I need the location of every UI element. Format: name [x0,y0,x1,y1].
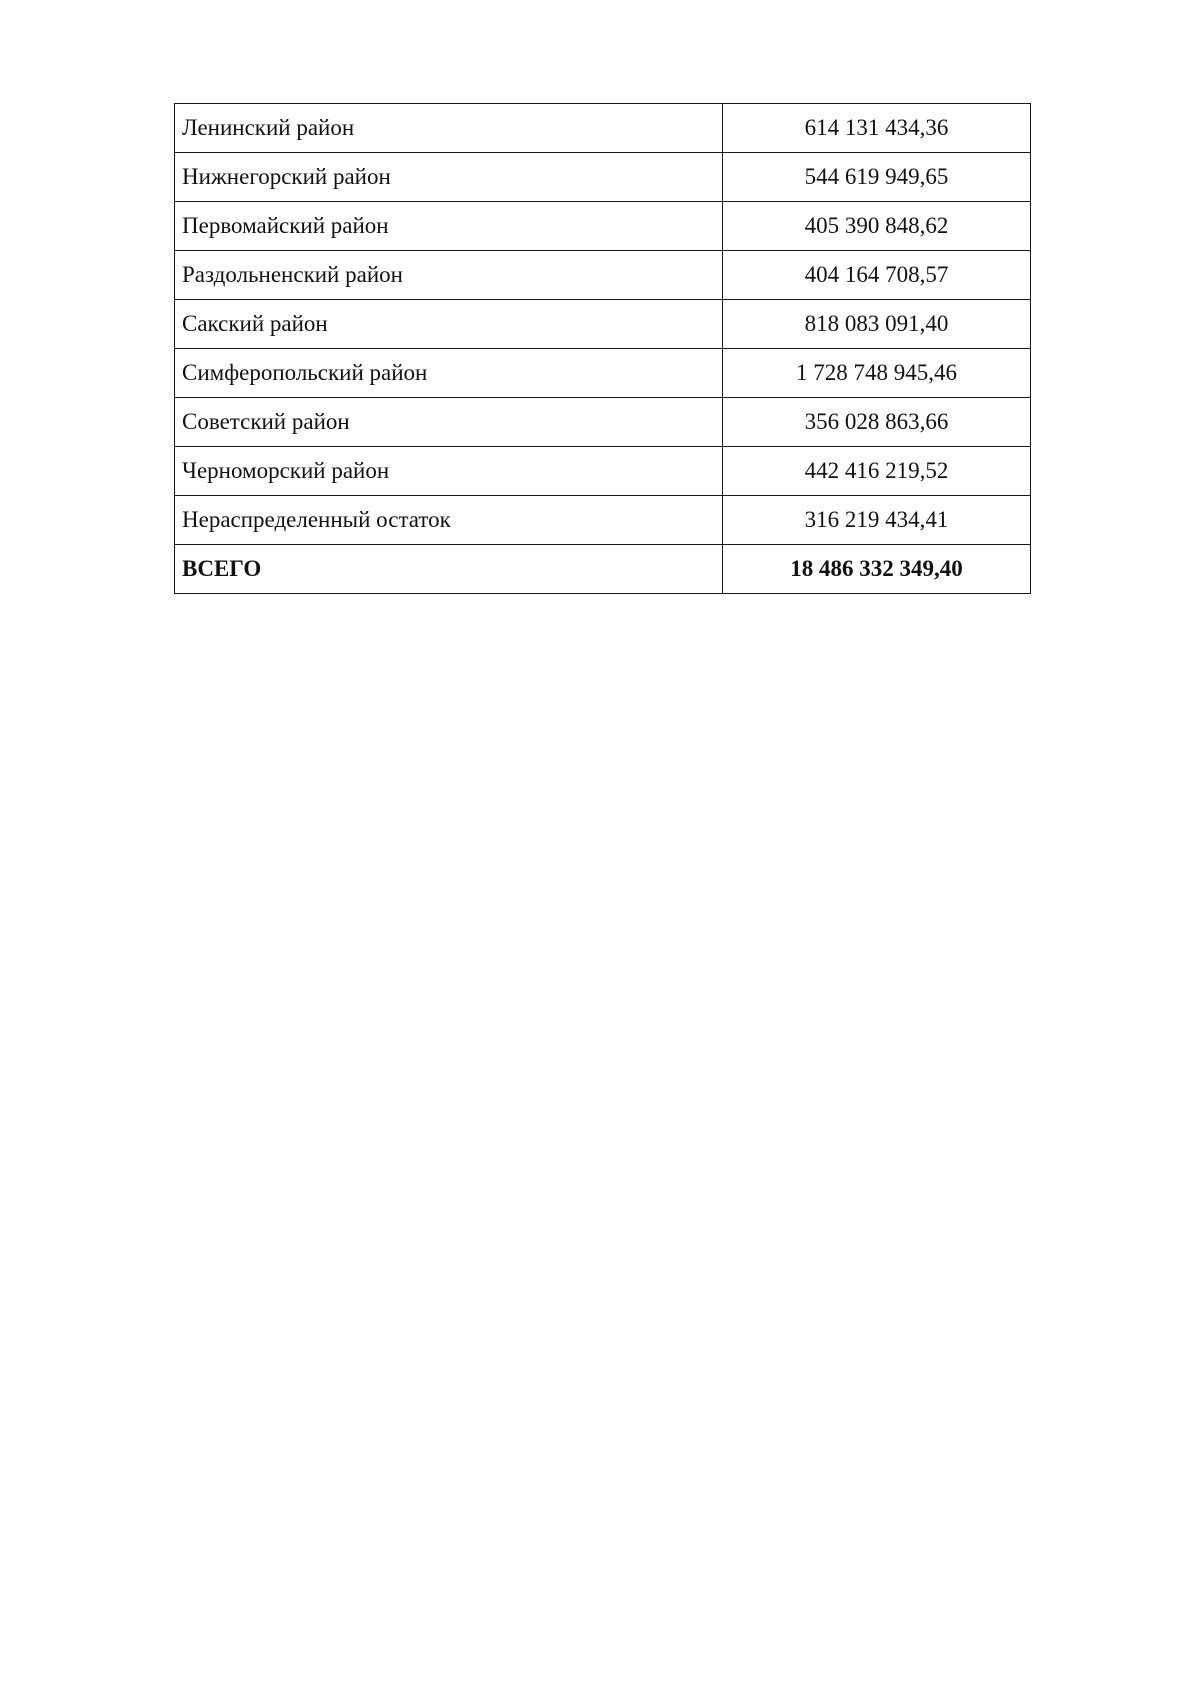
table-row [175,104,1031,153]
district-name: Ленинский район [175,104,723,153]
district-name: Симферопольский район [175,349,723,398]
district-name: Раздольненский район [175,251,723,300]
table-row [175,202,1031,251]
table-row [175,447,1031,496]
district-name: Черноморский район [175,447,723,496]
district-amount: 544 619 949,65 [723,153,1031,202]
district-amount: 442 416 219,52 [723,447,1031,496]
table-row [175,153,1031,202]
total-label: ВСЕГО [175,545,723,594]
table-row [175,251,1031,300]
district-name: Сакский район [175,300,723,349]
total-row [175,545,1031,594]
district-name: Нераспределенный остаток [175,496,723,545]
district-name: Советский район [175,398,723,447]
table-row [175,300,1031,349]
district-amount: 316 219 434,41 [723,496,1031,545]
district-name: Нижнегорский район [175,153,723,202]
district-amount: 405 390 848,62 [723,202,1031,251]
district-amount: 614 131 434,36 [723,104,1031,153]
district-name: Первомайский район [175,202,723,251]
district-amount: 1 728 748 945,46 [723,349,1031,398]
table-row [175,398,1031,447]
table-row [175,349,1031,398]
allocation-table [174,103,1031,594]
district-amount: 818 083 091,40 [723,300,1031,349]
district-amount: 356 028 863,66 [723,398,1031,447]
total-amount: 18 486 332 349,40 [723,545,1031,594]
table-row [175,496,1031,545]
district-amount: 404 164 708,57 [723,251,1031,300]
